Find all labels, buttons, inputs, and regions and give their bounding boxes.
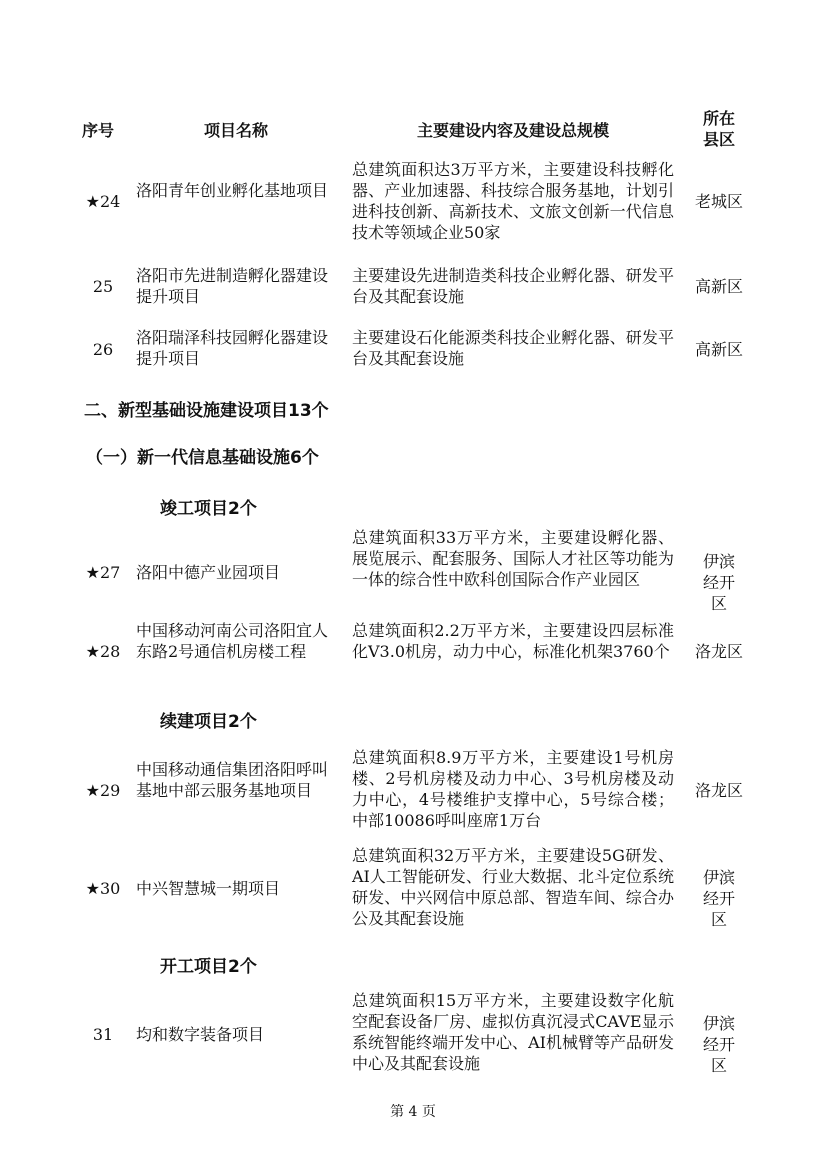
row-24-district: 老城区 [694, 192, 743, 211]
row-25-district: 高新区 [694, 277, 743, 296]
row-26-content: 主要建设石化能源类科技企业孵化器、研发平台及其配套设施 [352, 328, 674, 368]
row-28-name: 中国移动河南公司洛阳宜人东路2号通信机房楼工程 [136, 621, 329, 661]
page-number: 第 4 页 [390, 1104, 436, 1120]
subsection-continued: 续建项目2个 [160, 712, 257, 732]
header-content: 主要建设内容及建设总规模 [416, 121, 609, 140]
header-no: 序号 [82, 121, 115, 140]
row-31-no: 31 [92, 1025, 114, 1044]
row-28-no: ★28 [85, 642, 121, 661]
row-27-no: ★27 [85, 563, 121, 582]
section-heading-info-infrastructure: （一）新一代信息基础设施6个 [86, 448, 319, 468]
subsection-started: 开工项目2个 [160, 957, 257, 977]
row-29-district: 洛龙区 [694, 781, 743, 800]
row-25-name: 洛阳市先进制造孵化器建设提升项目 [136, 266, 329, 306]
row-28-district: 洛龙区 [694, 642, 743, 661]
row-30-no: ★30 [85, 879, 121, 898]
row-26-name: 洛阳瑞泽科技园孵化器建设提升项目 [136, 328, 329, 368]
row-27-name: 洛阳中德产业园项目 [136, 563, 281, 582]
row-27-content: 总建筑面积33万平方米，主要建设孵化器、展览展示、配套服务、国际人才社区等功能为一体的综合性中欧科创国际合作产业园区 [352, 528, 674, 589]
row-29-name: 中国移动通信集团洛阳呼叫基地中部云服务基地项目 [136, 760, 329, 800]
row-25-no: 25 [92, 277, 114, 296]
row-31-district: 伊滨经开区 [702, 1014, 735, 1075]
row-31-name: 均和数字装备项目 [136, 1025, 265, 1044]
row-30-content: 总建筑面积32万平方米，主要建设5G研发、AI人工智能研发、行业大数据、北斗定位系统研发、中兴网信中原总部、智造车间、综合办公及其配套设施 [352, 846, 674, 928]
row-30-district: 伊滨经开区 [702, 868, 735, 929]
row-29-no: ★29 [85, 781, 121, 800]
row-30-name: 中兴智慧城一期项目 [136, 879, 281, 898]
row-24-name: 洛阳青年创业孵化基地项目 [136, 181, 329, 200]
header-district: 所在县区 [702, 109, 735, 149]
row-26-no: 26 [92, 340, 114, 359]
row-26-district: 高新区 [694, 340, 743, 359]
row-28-content: 总建筑面积2.2万平方米，主要建设四层标准化V3.0机房，动力中心，标准化机架3760个 [352, 621, 674, 661]
row-31-content: 总建筑面积15万平方米，主要建设数字化航空配套设备厂房、虚拟仿真沉浸式CAVE显示系统智能终端开发中心、AI机械臂等产品研发中心及其配套设施 [352, 991, 674, 1073]
subsection-completed: 竣工项目2个 [160, 499, 257, 519]
section-heading-new-infrastructure: 二、新型基础设施建设项目13个 [84, 401, 329, 421]
row-24-no: ★24 [85, 192, 121, 211]
row-25-content: 主要建设先进制造类科技企业孵化器、研发平台及其配套设施 [352, 266, 674, 306]
row-27-district: 伊滨经开区 [702, 552, 735, 613]
row-24-content: 总建筑面积达3万平方米，主要建设科技孵化器、产业加速器、科技综合服务基地，计划引进科技创新、高新技术、文旅文创新一代信息技术等领域企业50家 [352, 160, 674, 242]
row-29-content: 总建筑面积8.9万平方米，主要建设1号机房楼、2号机房楼及动力中心、3号机房楼及动力中心，4号楼维护支撑中心，5号综合楼；中部10086呼叫座席1万台 [352, 748, 674, 830]
header-name: 项目名称 [203, 121, 268, 140]
